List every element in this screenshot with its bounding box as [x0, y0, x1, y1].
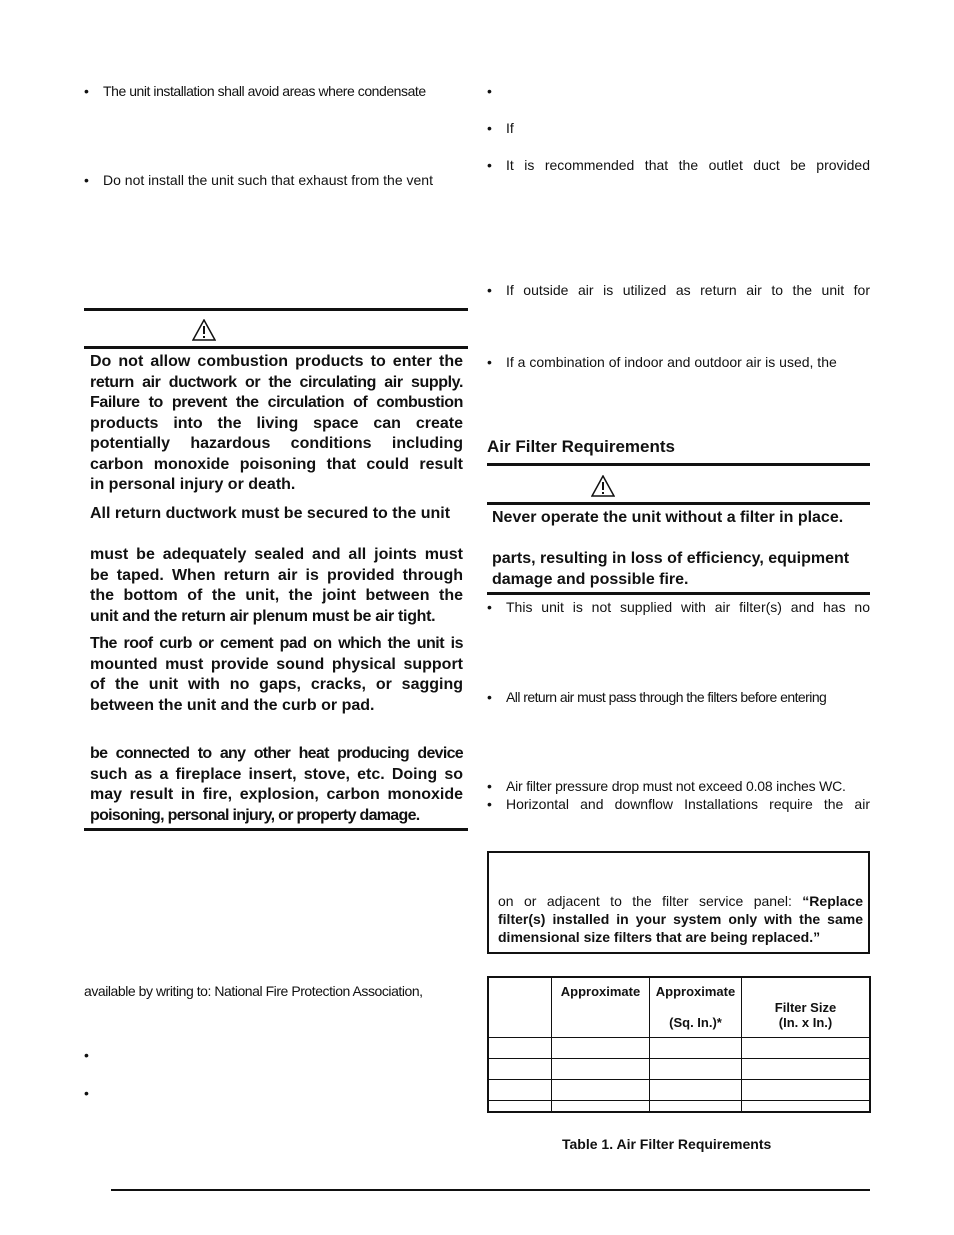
table-header-cell: Filter Size (In. x In.) [742, 978, 870, 1037]
bullet-text: Air filter pressure drop must not exceed 0.08 inches WC. [506, 778, 846, 794]
warning-paragraph-roof-curb: The roof curb or cement pad on which the unit is mounted must provide sound physical support of the unit with no gaps, cracks, or sagging between the unit and the curb or pad. [90, 635, 463, 714]
bullet-text: Do not install the unit such that exhaust from the vent [103, 172, 433, 188]
warning-triangle-icon [192, 319, 216, 341]
bullet-text: All return air must pass through the filters before entering [506, 689, 827, 705]
table-row [489, 1100, 869, 1111]
note-line-3: dimensional size filters that are being replaced.” [498, 929, 821, 945]
table-row [489, 1037, 869, 1058]
bullet-dot: • [84, 1085, 89, 1101]
bullet-dot: • [487, 796, 492, 812]
bullet-dot: • [487, 354, 492, 370]
bullet-dot: • [487, 689, 492, 705]
footer-rule [111, 1189, 870, 1191]
warning-triangle-icon [591, 475, 615, 497]
table-row [489, 1058, 869, 1079]
bullet-text: Horizontal and downflow Installations require the air [506, 796, 870, 812]
filter-warning-top-rule [487, 463, 870, 466]
note-line-2: filter(s) installed in your system only with the same [498, 911, 863, 927]
table-header-cell: Approximate (Sq. In.)* [650, 978, 742, 1037]
warning-paragraph-sealing: must be adequately sealed and all joints must be taped. When return air is provided through the bottom of the unit, the joint between the unit and the return air plenum must be air tight. [90, 546, 463, 625]
bullet-dot: • [487, 120, 492, 136]
warning-paragraph-ductwork: All return ductwork must be secured to the unit [90, 505, 451, 522]
warning-header-rule [84, 346, 468, 349]
filter-warning-header-rule [487, 502, 870, 505]
air-filter-table [487, 976, 871, 1113]
bullet-dot: • [487, 599, 492, 615]
bullet-text: If [506, 120, 514, 136]
bullet-dot: • [84, 1047, 89, 1063]
table-header-cell: Approximate [552, 978, 650, 1037]
note-line-1: on or adjacent to the filter service panel: “Replace [498, 893, 863, 909]
filter-warning-line-3: damage and possible fire. [492, 571, 689, 588]
bullet-text: If a combination of indoor and outdoor air is used, the [506, 354, 837, 370]
table-header-cell [489, 978, 552, 1037]
replace-filter-note-box [487, 851, 870, 954]
warning-top-rule [84, 308, 468, 311]
table-header-row [489, 978, 869, 1037]
warning-paragraph-heat-device: be connected to any other heat producing device such as a fireplace insert, stove, etc. Doing so may result in fire, explosion, carbon monoxide poisoning, personal injury, or property damage. [90, 745, 463, 824]
bullet-dot: • [84, 83, 89, 99]
section-heading-air-filter: Air Filter Requirements [487, 437, 675, 456]
nfpa-text: available by writing to: National Fire Protection Association, [84, 983, 423, 999]
air-filter-table-grid [489, 978, 869, 1111]
bullet-text: This unit is not supplied with air filter(s) and has no [506, 599, 870, 615]
bullet-dot: • [84, 172, 89, 188]
filter-warning-bottom-rule [487, 592, 870, 595]
warning-paragraph-combustion: Do not allow combustion products to enter the return air ductwork or the circulating air supply. Failure to prevent the circulation of combustion products into the living space can create potentially hazardous conditions including carbon monoxide poisoning that could result in personal injury or death. [90, 353, 463, 493]
warning-bottom-rule [84, 828, 468, 831]
table-row [489, 1079, 869, 1100]
bullet-text: It is recommended that the outlet duct be provided [506, 157, 870, 173]
bullet-dot: • [487, 83, 492, 99]
bullet-text: If outside air is utilized as return air to the unit for [506, 282, 870, 298]
filter-warning-line-1: Never operate the unit without a filter in place. [492, 509, 844, 526]
bullet-dot: • [487, 282, 492, 298]
bullet-text: The unit installation shall avoid areas where condensate [103, 83, 426, 99]
bullet-dot: • [487, 157, 492, 173]
filter-warning-line-2: parts, resulting in loss of efficiency, equipment [492, 550, 850, 567]
bullet-dot: • [487, 778, 492, 794]
table-caption: Table 1. Air Filter Requirements [562, 1136, 772, 1152]
